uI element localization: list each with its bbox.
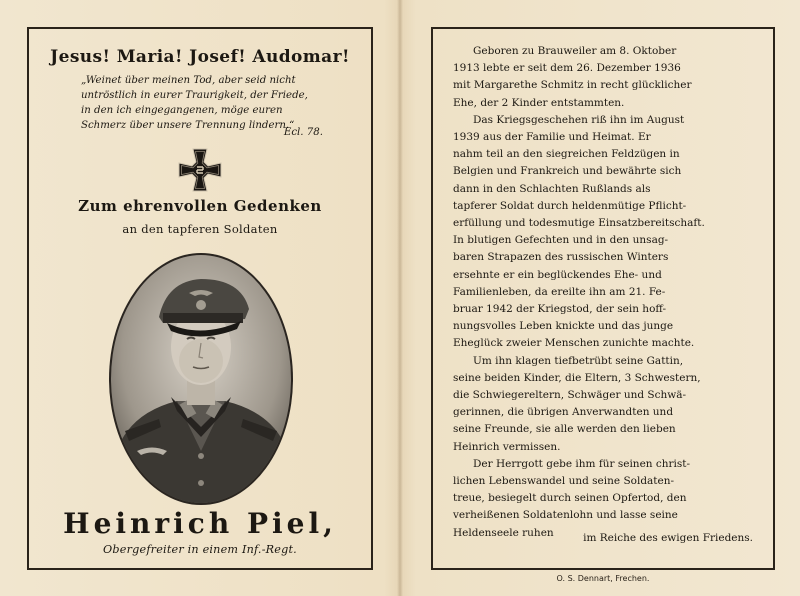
biography-line: baren Strapazen des russischen Winters <box>453 251 669 264</box>
biography-line: Heinrich vermissen. <box>453 440 561 453</box>
biography-line: seine Freunde, sie alle werden den lieben <box>453 423 676 436</box>
biography-line: Ehe, der 2 Kinder entstammten. <box>453 96 625 109</box>
biography-line: gerinnen, die übrigen Anverwandten und <box>453 406 674 419</box>
quote-line: Schmerz über unsere Trennung lindern.“ <box>81 120 295 131</box>
biography-line: Belgien und Frankreich und bewährte sich <box>453 165 682 178</box>
quote-line: untröstlich in eurer Traurigkeit, der Friede, <box>81 90 308 101</box>
biography-line: ersehnte er ein beglückendes Ehe- und <box>453 268 662 281</box>
card-fold <box>397 0 403 596</box>
honor-title: Zum ehrenvollen Gedenken <box>78 197 322 215</box>
quote-line: „Weinet über meinen Tod, aber seid nicht <box>81 75 296 86</box>
military-rank: Obergefreiter in einem Inf.-Regt. <box>103 543 297 556</box>
soldier-portrait <box>107 251 295 507</box>
biography-line: nungsvolles Leben knickte und das junge <box>453 320 674 333</box>
printer-imprint: O. S. Dennart, Frechen. <box>556 574 650 583</box>
biography-line: die Schwiegereltern, Schwäger und Schwä- <box>453 389 687 402</box>
left-panel <box>27 27 373 570</box>
biography-line: 1913 lebte er seit dem 26. Dezember 1936 <box>453 62 681 75</box>
biography-line: seine beiden Kinder, die Eltern, 3 Schwestern, <box>453 371 701 384</box>
biography-line: verheißenen Soldatenlohn und lasse seine <box>453 509 678 522</box>
printer-area <box>431 0 775 596</box>
biography-line: 1939 aus der Familie und Heimat. Er <box>453 131 651 144</box>
honor-subtitle: an den tapferen Soldaten <box>122 222 278 236</box>
biography-line: erfüllung und todesmutige Einsatzbereitschaft. <box>453 217 705 230</box>
biography-line: Heldenseele ruhen <box>453 526 554 539</box>
quote-line: in den ich eingegangenen, möge euren <box>81 105 283 116</box>
biography-line: mit Margarethe Schmitz in recht glücklicher <box>453 79 692 92</box>
biography-line: lichen Lebenswandel und seine Soldaten- <box>453 475 675 488</box>
biography-line: Um ihn klagen tiefbetrübt seine Gattin, <box>473 354 684 367</box>
scripture-quote <box>81 73 351 133</box>
deceased-name: Heinrich Piel, <box>63 507 337 540</box>
biography-line: Das Kriegsgeschehen riß ihn im August <box>473 113 685 126</box>
biography-line: treue, besiegelt durch seinen Opfertod, den <box>453 492 687 505</box>
biography-line: nahm teil an den siegreichen Feldzügen in <box>453 148 680 161</box>
biography-line: Familienleben, da ereilte ihn am 21. Fe- <box>453 285 666 298</box>
biography-line: tapferer Soldat durch heldenmütige Pflicht- <box>453 199 687 212</box>
biography-line: In blutigen Gefechten und in den unsag- <box>453 234 669 247</box>
biography-line: Geboren zu Brauweiler am 8. Oktober <box>473 45 677 57</box>
biography-line: Eheglück zweier Menschen zunichte machte. <box>453 337 695 350</box>
biography-line: Der Herrgott gebe ihm für seinen christ- <box>473 457 691 470</box>
closing-line: im Reiche des ewigen Friedens. <box>583 532 753 544</box>
biography-line: bruar 1942 der Kriegstod, der sein hoff- <box>453 303 667 316</box>
quote-reference: Ecl. 78. <box>283 127 323 138</box>
invocation-heading: Jesus! Maria! Josef! Audomar! <box>50 47 350 67</box>
biography-line: dann in den Schlachten Rußlands als <box>453 182 651 195</box>
iron-cross-icon <box>177 147 223 193</box>
